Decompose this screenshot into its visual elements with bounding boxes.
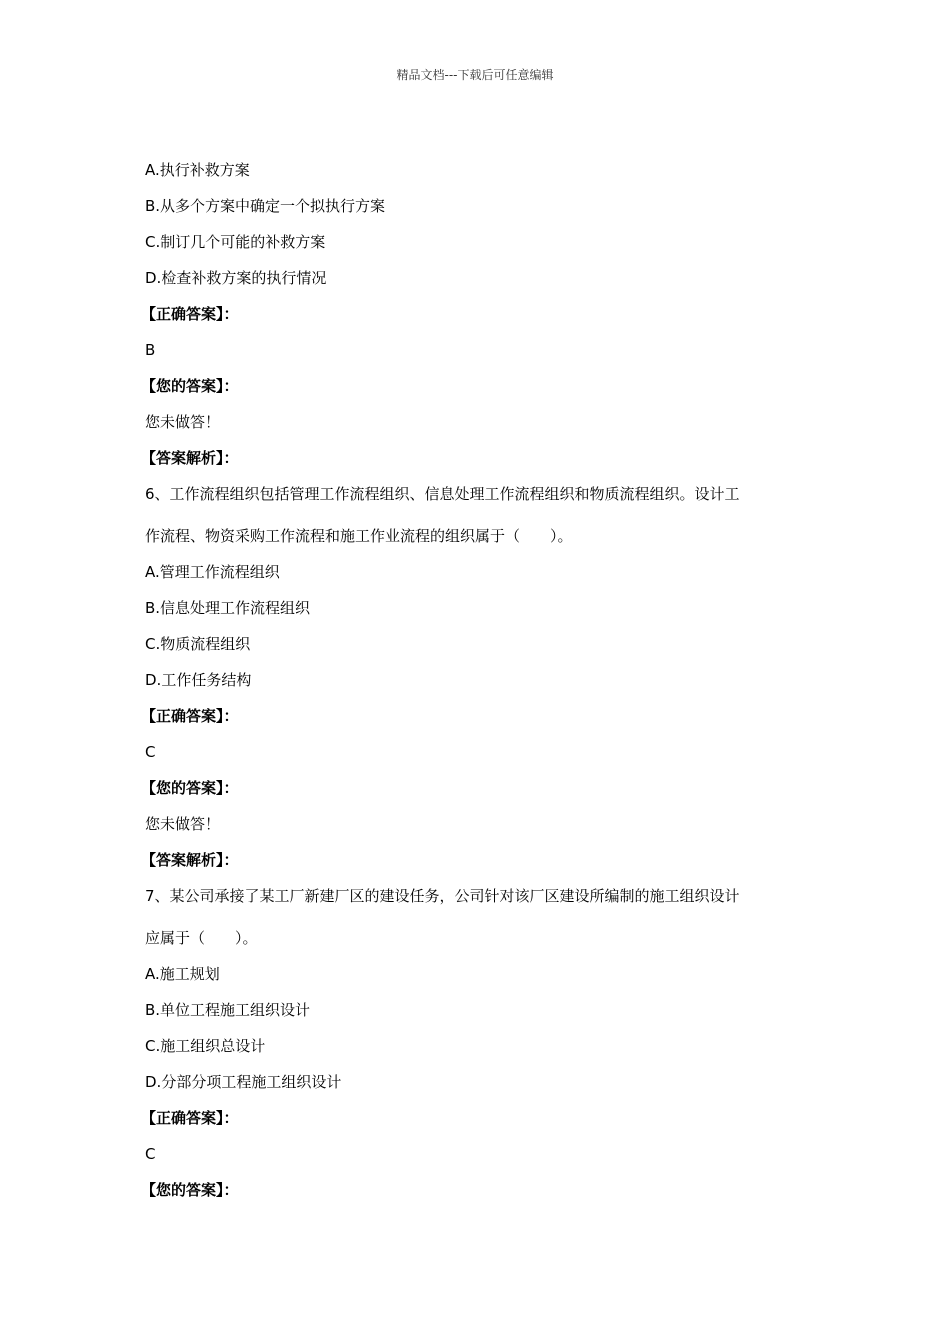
q7-correct-answer-value: C bbox=[145, 1145, 156, 1163]
q7-option-c: C.施工组织总设计 bbox=[145, 1037, 266, 1055]
correct-answer-value: B bbox=[145, 341, 156, 359]
q6-correct-answer-value: C bbox=[145, 743, 156, 761]
q6-correct-answer-label: 【正确答案】： bbox=[141, 707, 239, 725]
q6-your-answer-value: 您未做答！ bbox=[145, 815, 221, 833]
option-b: B.从多个方案中确定一个拟执行方案 bbox=[145, 197, 386, 215]
q7-option-b: B.单位工程施工组织设计 bbox=[145, 1001, 311, 1019]
q6-option-c: C.物质流程组织 bbox=[145, 635, 251, 653]
q6-option-d: D.工作任务结构 bbox=[145, 671, 252, 689]
your-answer-label: 【您的答案】： bbox=[141, 377, 239, 395]
q6-analysis-label: 【答案解析】： bbox=[141, 851, 239, 869]
q6-your-answer-label: 【您的答案】： bbox=[141, 779, 239, 797]
q6-option-a: A.管理工作流程组织 bbox=[145, 563, 280, 581]
q6-option-b: B.信息处理工作流程组织 bbox=[145, 599, 311, 617]
page-header: 精品文档---下载后可任意编辑 bbox=[396, 68, 554, 82]
option-c: C.制订几个可能的补救方案 bbox=[145, 233, 326, 251]
option-d: D.检查补救方案的执行情况 bbox=[145, 269, 327, 287]
document-body bbox=[141, 160, 825, 1216]
question-7-text-line2: 应属于（ ）。 bbox=[145, 929, 258, 947]
q7-option-a: A.施工规划 bbox=[145, 965, 220, 983]
question-6-text-line1: 6、工作流程组织包括管理工作流程组织、信息处理工作流程组织和物质流程组织。设计工 bbox=[145, 485, 740, 503]
correct-answer-label: 【正确答案】： bbox=[141, 305, 239, 323]
question-6-text-line2: 作流程、物资采购工作流程和施工作业流程的组织属于（ ）。 bbox=[145, 527, 573, 545]
your-answer-value: 您未做答！ bbox=[145, 413, 221, 431]
question-7-text-line1: 7、某公司承接了某工厂新建厂区的建设任务，公司针对该厂区建设所编制的施工组织设计 bbox=[145, 887, 740, 905]
option-a: A.执行补救方案 bbox=[145, 161, 250, 179]
q7-your-answer-label: 【您的答案】： bbox=[141, 1181, 239, 1199]
q7-correct-answer-label: 【正确答案】： bbox=[141, 1109, 239, 1127]
analysis-label: 【答案解析】： bbox=[141, 449, 239, 467]
q7-option-d: D.分部分项工程施工组织设计 bbox=[145, 1073, 342, 1091]
